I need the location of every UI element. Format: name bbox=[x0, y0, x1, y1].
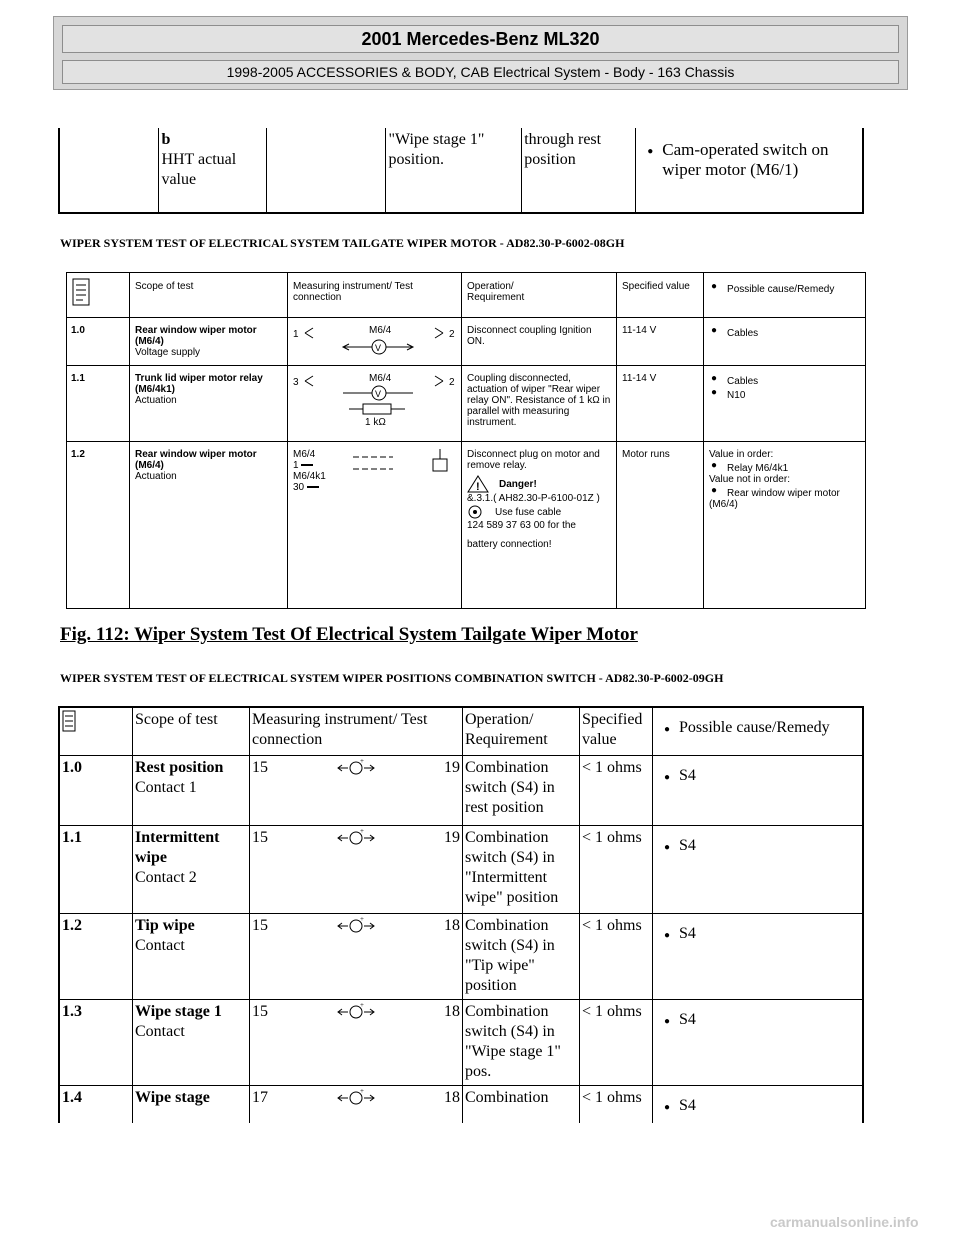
cell-text: value bbox=[161, 171, 197, 188]
row-causes: Value in order: ● Relay M6/4k1 Value not in order: ● Rear window wiper motor (M6/4) bbox=[709, 449, 859, 510]
row-measurement: 17 + 18 bbox=[250, 1085, 463, 1123]
svg-text:!: ! bbox=[476, 481, 480, 493]
row-scope: Rest position Contact 1 bbox=[133, 755, 250, 825]
row-operation: Disconnect coupling Ignition ON. bbox=[467, 325, 592, 347]
ohmmeter-icon bbox=[336, 1088, 376, 1106]
cell-text: b bbox=[161, 131, 171, 148]
table-cell bbox=[636, 128, 863, 213]
row-operation: Coupling disconnected, actuation of wiper "Rear wiper relay ON". Resistance of 1 kΩ in parallel with measuring instrument. bbox=[467, 373, 611, 428]
row-cause: ● S4 bbox=[653, 913, 864, 999]
combination-switch-test-table bbox=[58, 706, 864, 1123]
table-row bbox=[59, 128, 863, 213]
row-causes: ● Cables ● N10 bbox=[709, 373, 758, 401]
row-specified: 11-14 V bbox=[622, 325, 657, 336]
danger-note: ! Danger! bbox=[467, 475, 617, 493]
table-icon-cell bbox=[59, 707, 133, 755]
cause-text: Cam-operated switch on wiper motor (M6/1) bbox=[662, 140, 829, 179]
row-specified: < 1 ohms bbox=[580, 999, 653, 1085]
row-cause: ● S4 bbox=[653, 1085, 864, 1123]
row-operation: Combination switch (S4) in "Wipe stage 1" pos. bbox=[463, 999, 580, 1085]
svg-text:V: V bbox=[375, 343, 382, 353]
row-number: 1.4 bbox=[59, 1085, 133, 1123]
bullet-icon: ● bbox=[647, 146, 654, 157]
table-cell bbox=[267, 128, 386, 213]
info-icon bbox=[467, 504, 483, 520]
document-title: 2001 Mercedes-Benz ML320 bbox=[62, 25, 899, 53]
row-operation: Combination switch (S4) in "Intermittent wipe" position bbox=[463, 825, 580, 913]
voltmeter-resistor-diagram: 3 M6/4 2 1 kΩ V bbox=[293, 373, 455, 428]
figure-caption: Fig. 112: Wiper System Test Of Electrical System Tailgate Wiper Motor bbox=[60, 624, 638, 645]
continued-table-fragment bbox=[58, 128, 864, 214]
row-number: 1.0 bbox=[71, 325, 85, 336]
jumper-diagram: M6/4 1 M6/4k1 30 bbox=[293, 449, 459, 509]
table-row bbox=[59, 1085, 863, 1123]
row-operation: Combination switch (S4) in "Tip wipe" position bbox=[463, 913, 580, 999]
wiper-test-figure bbox=[66, 272, 866, 609]
row-operation: Disconnect plug on motor and remove relay. ! Danger! &.3.1.( AH82.30-P-6100-01Z ) Use fuse cable 124 589 37 63 00 for the battery connection! bbox=[467, 449, 617, 605]
row-cause: ● S4 bbox=[653, 999, 864, 1085]
watermark: carmanualsonline.info bbox=[770, 1214, 919, 1230]
row-operation: Combination switch (S4) in rest position bbox=[463, 755, 580, 825]
svg-text:V: V bbox=[375, 389, 382, 399]
row-scope: Trunk lid wiper motor relay (M6/4k1) Actuation bbox=[135, 373, 263, 406]
row-number: 1.1 bbox=[59, 825, 133, 913]
svg-text:+: + bbox=[360, 757, 364, 765]
row-measurement: 15 + 19 bbox=[250, 825, 463, 913]
document-subtitle: 1998-2005 ACCESSORIES & BODY, CAB Electrical System - Body - 163 Chassis bbox=[62, 60, 899, 84]
row-cause: ● S4 bbox=[653, 825, 864, 913]
row-number: 1.3 bbox=[59, 999, 133, 1085]
row-scope: Rear window wiper motor (M6/4) Actuation bbox=[135, 449, 257, 482]
row-cause: ● Cables bbox=[709, 325, 758, 339]
section-heading: WIPER SYSTEM TEST OF ELECTRICAL SYSTEM WIPER POSITIONS COMBINATION SWITCH - AD82.30-P-6002-09GH bbox=[60, 671, 724, 685]
row-specified: Motor runs bbox=[622, 449, 670, 460]
row-measurement: 15 + 19 bbox=[250, 755, 463, 825]
row-measurement: 15 + 18 bbox=[250, 913, 463, 999]
column-header: ● Possible cause/Remedy bbox=[653, 707, 864, 755]
table-header-row bbox=[59, 707, 863, 755]
table-row bbox=[59, 913, 863, 999]
ohmmeter-icon bbox=[336, 916, 376, 934]
svg-text:+: + bbox=[360, 1087, 364, 1095]
svg-text:+: + bbox=[360, 1001, 364, 1009]
svg-text:+: + bbox=[360, 827, 364, 835]
column-header: Operation/ Requirement bbox=[463, 707, 580, 755]
figure-header-specified: Specified value bbox=[622, 281, 690, 292]
row-specified: < 1 ohms bbox=[580, 1085, 653, 1123]
table-icon bbox=[62, 710, 76, 732]
row-specified: < 1 ohms bbox=[580, 825, 653, 913]
svg-text:+: + bbox=[360, 915, 364, 923]
table-cell: "Wipe stage 1" position. bbox=[386, 128, 522, 213]
table-row bbox=[59, 999, 863, 1085]
row-specified: < 1 ohms bbox=[580, 913, 653, 999]
list-item bbox=[638, 140, 860, 180]
figure-header-instrument: Measuring instrument/ Test connection bbox=[293, 281, 413, 303]
row-scope: Tip wipe Contact bbox=[133, 913, 250, 999]
row-number: 1.0 bbox=[59, 755, 133, 825]
figure-header-operation: Operation/ Requirement bbox=[467, 281, 525, 303]
row-scope: Wipe stage bbox=[133, 1085, 250, 1123]
fuse-note: Use fuse cable bbox=[467, 504, 617, 520]
row-number: 1.2 bbox=[59, 913, 133, 999]
ohmmeter-icon bbox=[336, 1002, 376, 1020]
figure-header-cause: ● Possible cause/Remedy bbox=[709, 281, 834, 295]
header-banner bbox=[53, 16, 908, 90]
row-operation: Combination bbox=[463, 1085, 580, 1123]
table-cell bbox=[159, 128, 267, 213]
row-measurement: 15 + 18 bbox=[250, 999, 463, 1085]
row-scope: Wipe stage 1 Contact bbox=[133, 999, 250, 1085]
figure-header-scope: Scope of test bbox=[135, 281, 194, 292]
row-specified: 11-14 V bbox=[622, 373, 657, 384]
column-header: Measuring instrument/ Test connection bbox=[250, 707, 463, 755]
warning-icon bbox=[467, 475, 489, 493]
ohmmeter-icon bbox=[336, 828, 376, 846]
row-scope: Intermittent wipe Contact 2 bbox=[133, 825, 250, 913]
ohmmeter-icon bbox=[336, 758, 376, 776]
row-cause: ● S4 bbox=[653, 755, 864, 825]
column-header: Scope of test bbox=[133, 707, 250, 755]
section-heading: WIPER SYSTEM TEST OF ELECTRICAL SYSTEM TAILGATE WIPER MOTOR - AD82.30-P-6002-08GH bbox=[60, 236, 625, 250]
row-number: 1.1 bbox=[71, 373, 85, 384]
column-header: Specified value bbox=[580, 707, 653, 755]
row-specified: < 1 ohms bbox=[580, 755, 653, 825]
row-scope: Rear window wiper motor (M6/4) Voltage supply bbox=[135, 325, 257, 358]
voltmeter-diagram: 1 M6/4 2 V bbox=[293, 325, 455, 353]
table-cell: through rest position bbox=[522, 128, 636, 213]
table-cell bbox=[59, 128, 159, 213]
table-icon bbox=[71, 277, 91, 310]
table-row bbox=[59, 825, 863, 913]
cell-text: HHT actual bbox=[161, 151, 237, 168]
table-row bbox=[59, 755, 863, 825]
row-number: 1.2 bbox=[71, 449, 85, 460]
